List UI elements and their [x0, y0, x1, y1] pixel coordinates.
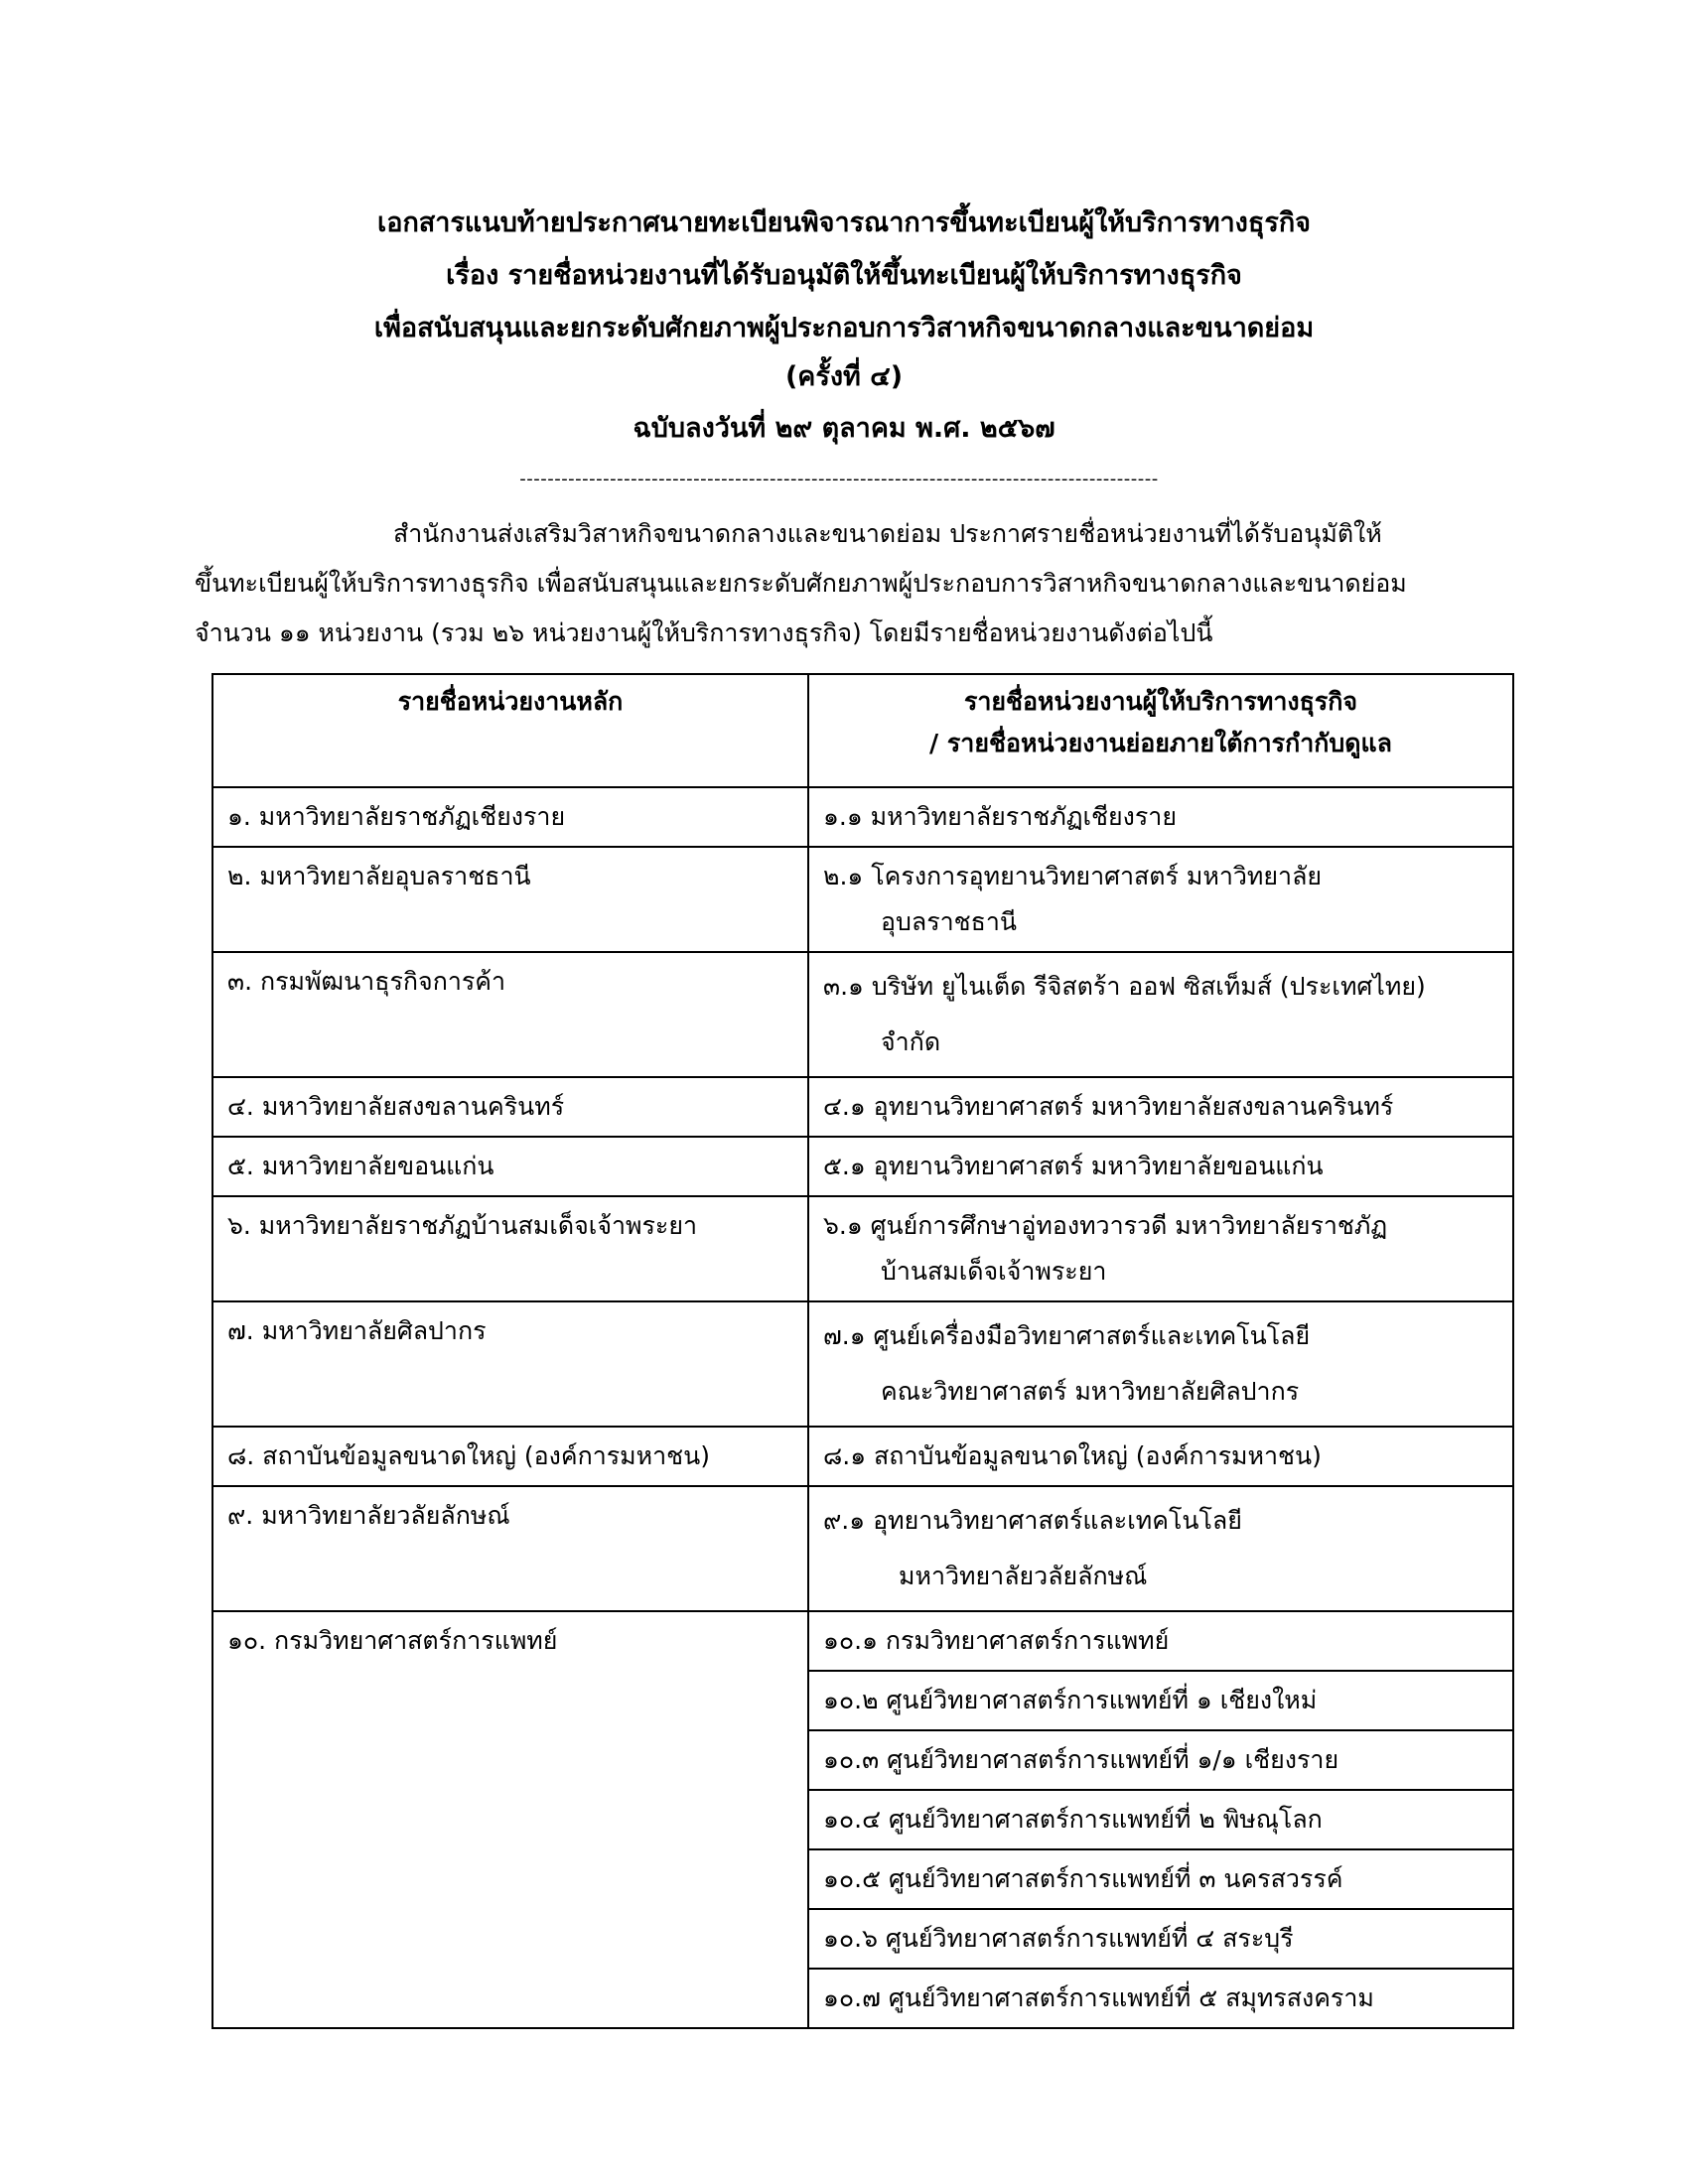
table-row: [212, 847, 1513, 952]
intro-line-3: จำนวน ๑๑ หน่วยงาน (รวม ๒๖ หน่วยงานผู้ให้บริการทางธุรกิจ) โดยมีรายชื่อหน่วยงานดังต่อไปนี้: [195, 618, 1213, 647]
agency-table: [211, 673, 1514, 2029]
sub-agency-line: ๒.๑ โครงการอุทยานวิทยาศาสตร์ มหาวิทยาลัย: [823, 862, 1323, 890]
sub-agency-cell: [808, 1790, 1513, 1849]
table-row: [212, 1077, 1513, 1137]
column-header-main-label: รายชื่อหน่วยงานหลัก: [397, 687, 624, 716]
table-row: [212, 1301, 1513, 1427]
sub-agency-continuation: คณะวิทยาศาสตร์ มหาวิทยาลัยศิลปากร: [881, 1377, 1300, 1406]
main-agency-cell: ๕. มหาวิทยาลัยขอนแก่น: [212, 1137, 808, 1196]
sub-agency-line: ๔.๑ อุทยานวิทยาศาสตร์ มหาวิทยาลัยสงขลานครินทร์: [823, 1092, 1394, 1121]
header-divider: --------------------------------------------------------------------------------------------: [519, 469, 1159, 489]
sub-agency-line: ๘.๑ สถาบันข้อมูลขนาดใหญ่ (องค์การมหาชน): [823, 1441, 1322, 1470]
table-row: [212, 1427, 1513, 1486]
header-line-3: เพื่อสนับสนุนและยกระดับศักยภาพผู้ประกอบการวิสาหกิจขนาดกลางและขนาดย่อม: [373, 313, 1315, 343]
sub-agency-cell: [808, 1301, 1513, 1427]
sub-agency-line: ๖.๑ ศูนย์การศึกษาอู่ทองทวารวดี มหาวิทยาลัยราชภัฏ: [823, 1211, 1388, 1240]
sub-agency-cell: [808, 1969, 1513, 2028]
sub-agency-cell: [808, 1486, 1513, 1611]
sub-agency-line: ๑๐.๔ ศูนย์วิทยาศาสตร์การแพทย์ที่ ๒ พิษณุโลก: [823, 1805, 1323, 1834]
sub-agency-cell: [808, 787, 1513, 847]
sub-agency-line: ๑๐.๓ ศูนย์วิทยาศาสตร์การแพทย์ที่ ๑/๑ เชียงราย: [823, 1745, 1339, 1774]
column-header-sub: [808, 674, 1513, 787]
sub-agency-cell: [808, 847, 1513, 952]
main-agency-cell: ๖. มหาวิทยาลัยราชภัฏบ้านสมเด็จเจ้าพระยา: [212, 1196, 808, 1301]
sub-agency-cell: [808, 1137, 1513, 1196]
header-line-2: เรื่อง รายชื่อหน่วยงานที่ได้รับอนุมัติให้ขึ้นทะเบียนผู้ให้บริการทางธุรกิจ: [446, 260, 1242, 291]
sub-agency-continuation: อุบลราชธานี: [881, 907, 1018, 936]
main-agency-cell: ๙. มหาวิทยาลัยวลัยลักษณ์: [212, 1486, 808, 1611]
main-agency-cell: ๓. กรมพัฒนาธุรกิจการค้า: [212, 952, 808, 1077]
sub-agency-line: ๑๐.๑ กรมวิทยาศาสตร์การแพทย์: [823, 1626, 1170, 1655]
column-header-sub-line-2: / รายชื่อหน่วยงานย่อยภายใต้การกำกับดูแล: [929, 729, 1392, 757]
sub-agency-line: ๑๐.๒ ศูนย์วิทยาศาสตร์การแพทย์ที่ ๑ เชียงใหม่: [823, 1686, 1318, 1714]
intro-line-2: ขึ้นทะเบียนผู้ให้บริการทางธุรกิจ เพื่อสนับสนุนและยกระดับศักยภาพผู้ประกอบการวิสาหกิจขนาดกลางและขนาดย่อม: [195, 569, 1407, 598]
table-row: [212, 952, 1513, 1077]
sub-agency-cell: [808, 1196, 1513, 1301]
sub-agency-continuation: บ้านสมเด็จเจ้าพระยา: [881, 1257, 1107, 1286]
sub-agency-line: ๙.๑ อุทยานวิทยาศาสตร์และเทคโนโลยี: [823, 1506, 1242, 1535]
sub-agency-line: ๑๐.๕ ศูนย์วิทยาศาสตร์การแพทย์ที่ ๓ นครสวรรค์: [823, 1864, 1343, 1893]
column-header-sub-line-1: รายชื่อหน่วยงานผู้ให้บริการทางธุรกิจ: [963, 687, 1358, 716]
main-agency-cell: ๒. มหาวิทยาลัยอุบลราชธานี: [212, 847, 808, 952]
sub-agency-cell: [808, 952, 1513, 1077]
main-agency-cell: ๗. มหาวิทยาลัยศิลปากร: [212, 1301, 808, 1427]
sub-agency-line: ๕.๑ อุทยานวิทยาศาสตร์ มหาวิทยาลัยขอนแก่น: [823, 1152, 1324, 1180]
table-row: [212, 1137, 1513, 1196]
sub-agency-line: ๑๐.๖ ศูนย์วิทยาศาสตร์การแพทย์ที่ ๔ สระบุรี: [823, 1924, 1294, 1953]
sub-agency-continuation: มหาวิทยาลัยวลัยลักษณ์: [899, 1562, 1148, 1590]
sub-agency-line: ๗.๑ ศูนย์เครื่องมือวิทยาศาสตร์และเทคโนโลยี: [823, 1321, 1311, 1350]
header-line-4: (ครั้งที่ ๔): [784, 361, 904, 392]
table-row: [212, 787, 1513, 847]
table-row: [212, 1611, 1513, 1671]
sub-agency-cell: [808, 1611, 1513, 1671]
header-date: ฉบับลงวันที่ ๒๙ ตุลาคม พ.ศ. ๒๕๖๗: [633, 413, 1055, 444]
main-agency-cell: ๑๐. กรมวิทยาศาสตร์การแพทย์: [212, 1611, 808, 2028]
sub-agency-line: ๓.๑ บริษัท ยูไนเต็ด รีจิสตร้า ออฟ ซิสเท็มส์ (ประเทศไทย): [823, 972, 1426, 1001]
main-agency-cell: ๔. มหาวิทยาลัยสงขลานครินทร์: [212, 1077, 808, 1137]
table-header-row: [212, 674, 1513, 787]
sub-agency-cell: [808, 1730, 1513, 1790]
column-header-main: [212, 674, 808, 787]
intro-line-1: สำนักงานส่งเสริมวิสาหกิจขนาดกลางและขนาดย่อม ประกาศรายชื่อหน่วยงานที่ได้รับอนุมัติให้: [393, 519, 1382, 548]
sub-agency-line: ๑๐.๗ ศูนย์วิทยาศาสตร์การแพทย์ที่ ๕ สมุทรสงคราม: [823, 1983, 1374, 2012]
header-line-1: เอกสารแนบท้ายประกาศนายทะเบียนพิจารณาการขึ้นทะเบียนผู้ให้บริการทางธุรกิจ: [377, 207, 1311, 238]
table-row: [212, 1196, 1513, 1301]
sub-agency-continuation: จำกัด: [881, 1027, 941, 1056]
sub-agency-cell: [808, 1077, 1513, 1137]
main-agency-cell: ๘. สถาบันข้อมูลขนาดใหญ่ (องค์การมหาชน): [212, 1427, 808, 1486]
sub-agency-cell: [808, 1671, 1513, 1730]
sub-agency-cell: [808, 1849, 1513, 1909]
sub-agency-cell: [808, 1909, 1513, 1969]
sub-agency-cell: [808, 1427, 1513, 1486]
main-agency-cell: ๑. มหาวิทยาลัยราชภัฏเชียงราย: [212, 787, 808, 847]
sub-agency-line: ๑.๑ มหาวิทยาลัยราชภัฏเชียงราย: [823, 802, 1177, 831]
table-row: [212, 1486, 1513, 1611]
